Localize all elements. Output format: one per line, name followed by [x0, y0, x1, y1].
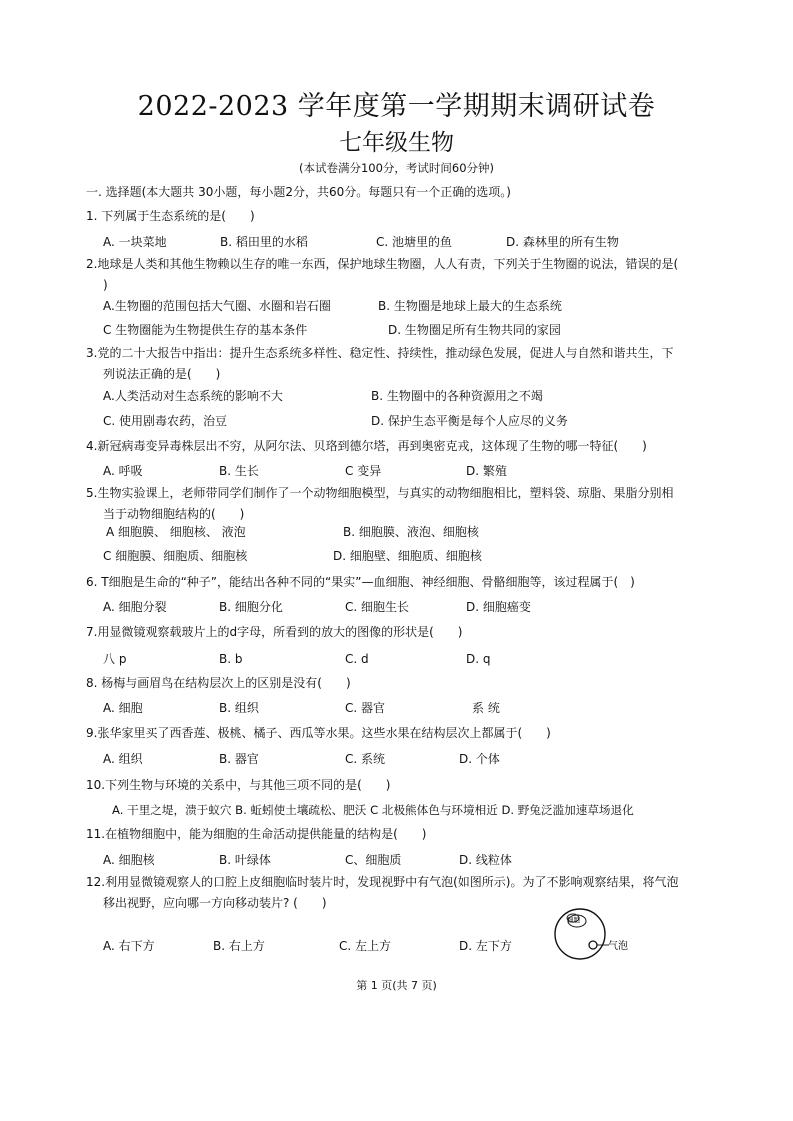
option-d: D. 生物圈足所有生物共同的家园: [388, 323, 561, 337]
exam-subtitle: 七年级生物: [339, 130, 454, 156]
option-d: D. 线粒体: [459, 853, 512, 867]
question-stem: 11.在植物细胞中，能为细胞的生命活动提供能量的结构是( ): [86, 827, 427, 841]
option-d: D. 保护生态平衡是每个人应尽的义务: [371, 414, 568, 428]
option-a: A. 细胞: [103, 701, 143, 715]
option-d: D. 个体: [459, 752, 500, 766]
option-d: 系 统: [472, 701, 500, 715]
option-b: B. 器官: [219, 752, 259, 766]
option-b: B. 右上方: [213, 939, 265, 953]
question-stem-cont: 列说法正确的是( ): [103, 367, 221, 381]
option-c: C. 左上方: [339, 939, 392, 953]
option-d: D. 细胞壁、细胞质、细胞核: [333, 549, 482, 563]
question-stem: 10.下列生物与环境的关系中，与其他三项不同的是( ): [86, 778, 391, 792]
option-b: B. 稻田里的水稻: [220, 235, 308, 249]
option-c: C. 使用剧毒农药，治豆: [103, 414, 228, 428]
option-d: D. 左下方: [459, 939, 512, 953]
microscope-field-figure: [553, 904, 643, 964]
exam-title: 2022-2023 学年度第一学期期末调研试卷: [137, 91, 656, 122]
bubble-circle: [589, 941, 597, 949]
question-stem-cont: ): [103, 278, 108, 292]
option-b: B. 组织: [219, 701, 259, 715]
option-a: A. 细胞核: [103, 853, 155, 867]
option-a: A.生物圈的范围包括大气圈、水圈和岩石圈: [103, 299, 331, 313]
option-d: D. q: [466, 652, 491, 666]
option-a: A. 细胞分裂: [103, 600, 167, 614]
exam-note: (本试卷满分100分，考试时间60分钟): [298, 161, 495, 175]
question-stem-cont: 当于动物细胞结构的( ): [103, 507, 245, 521]
section-heading: 一. 选择题(本大题共 30小题，每小题2分，共60分。每题只有一个正确的选项。): [86, 185, 511, 199]
option-d: D. 森林里的所有生物: [506, 235, 619, 249]
option-b: B. b: [219, 652, 243, 666]
question-stem: 3.党的二十大报告中指出：提升生态系统多样性、稳定性、持续性，推动绿色发展，促进人与自然和谐共生，下: [86, 346, 674, 360]
option-b: B. 叶绿体: [219, 853, 271, 867]
option-c: C. 池塘里的鱼: [376, 235, 453, 249]
option-a: 八 p: [103, 652, 127, 666]
option-b: B. 细胞膜、液泡、细胞核: [343, 525, 479, 539]
option-row: A. 干里之堤，溃于蚁穴 B. 蚯蚓使土壤疏松、肥沃 C 北极熊体色与环境相近 D. 野兔泛滥加速草场退化: [112, 803, 634, 817]
option-c: C 生物圈能为生物提供生存的基本条件: [103, 323, 308, 337]
option-a: A.人类活动对生态系统的影响不大: [103, 389, 283, 403]
question-stem: 5.生物实验课上，老师带同学们制作了一个动物细胞模型，与真实的动物细胞相比，塑料袋、琼脂、果脂分别相: [86, 486, 674, 500]
option-b: B. 生长: [219, 464, 259, 478]
question-stem: 9.张华家里买了西香莲、极桃、橘子、西瓜等水果。这些水果在结构层次上都属于( ): [86, 726, 551, 740]
question-stem-cont: 移出视野，应向哪一方向移动装片? ( ): [103, 896, 327, 910]
option-c: C 变异: [345, 464, 382, 478]
option-c: C 细胞膜、细胞质、细胞核: [103, 549, 248, 563]
question-stem: 12.利用显微镜观察人的口腔上皮细胞临时装片时，发现视野中有气泡(如图所示)。为了不影响观察结果，将气泡: [86, 875, 679, 889]
option-a: A. 组织: [103, 752, 143, 766]
question-stem: 6. T细胞是生命的“种子”，能结出各种不同的“果实”—血细胞、神经细胞、骨骼细胞等，该过程属于( ): [86, 575, 635, 589]
option-c: C. 系统: [345, 752, 386, 766]
question-stem: 8. 杨梅与画眉鸟在结构层次上的区别是没有( ): [86, 676, 351, 690]
bubble-label: 气泡: [608, 941, 628, 952]
option-c: C. 细胞生长: [345, 600, 410, 614]
option-c: C. 器官: [345, 701, 386, 715]
field-of-view-circle: [555, 909, 605, 959]
option-c: C. d: [345, 652, 369, 666]
option-d: D. 细胞癌变: [466, 600, 531, 614]
option-c: C、细胞质: [345, 853, 402, 867]
option-d: D. 繁殖: [466, 464, 507, 478]
option-a: A. 右下方: [103, 939, 155, 953]
page-footer: 第 1 页(共 7 页): [356, 979, 437, 992]
option-b: B. 生物圈中的各种资源用之不竭: [371, 389, 543, 403]
option-b: B. 细胞分化: [219, 600, 283, 614]
option-a: A 细胞膜、 细胞核、 液泡: [106, 525, 246, 539]
question-stem: 7.用显微镜观察载玻片上的d字母，所看到的放大的图像的形状是( ): [86, 625, 463, 639]
microscope-field-svg: [553, 904, 643, 964]
cells-label: 细胞: [567, 916, 580, 924]
option-a: A. 一块菜地: [103, 235, 167, 249]
option-a: A. 呼吸: [103, 464, 143, 478]
option-b: B. 生物圈是地球上最大的生态系统: [378, 299, 562, 313]
question-stem: 4.新冠病毒变异毒株层出不穷，从阿尔法、贝珞到德尔塔，再到奥密克戎，这体现了生物的哪一特征( ): [86, 439, 647, 453]
question-stem: 1. 下列属于生态系统的是( ): [86, 209, 255, 223]
question-stem: 2.地球是人类和其他生物赖以生存的唯一东西，保护地球生物圈，人人有责，下列关于生物圈的说法，错误的是(: [86, 257, 679, 271]
